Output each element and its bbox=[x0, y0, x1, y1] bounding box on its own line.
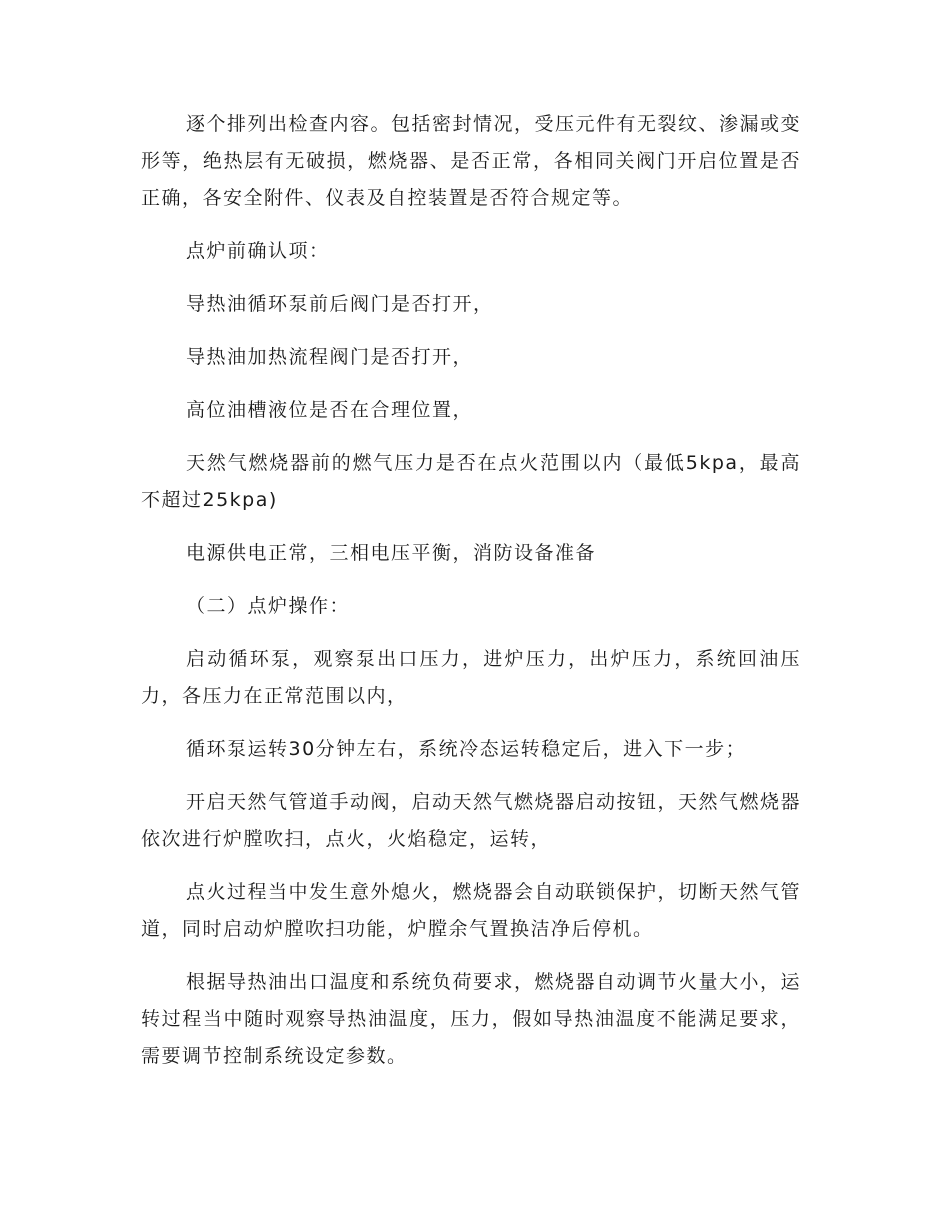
document-body bbox=[141, 106, 801, 1075]
paragraph-start-pump: 启动循环泵，观察泵出口压力，进炉压力，出炉压力，系统回油压力，各压力在正常范围以内， bbox=[141, 648, 801, 707]
paragraph-gas-pressure: 天然气燃烧器前的燃气压力是否在点火范围以内（最低5kpa，最高不超过25kpa) bbox=[141, 452, 801, 511]
paragraph-ignition-heading: （二）点炉操作： bbox=[186, 595, 351, 617]
paragraph-power-supply: 电源供电正常，三相电压平衡，消防设备准备 bbox=[186, 542, 597, 564]
paragraph-oil-tank-level: 高位油槽液位是否在合理位置， bbox=[186, 399, 474, 421]
paragraph-pump-valves: 导热油循环泵前后阀门是否打开， bbox=[186, 293, 494, 315]
paragraph-inspection-content: 逐个排列出检查内容。包括密封情况，受压元件有无裂纹、渗漏或变形等，绝热层有无破损，燃烧器、是否正常，各相同关阀门开启位置是否正确，各安全附件、仪表及自控装置是否符合规定等。 bbox=[141, 113, 802, 209]
paragraph-flameout-protection: 点火过程当中发生意外熄火，燃烧器会自动联锁保护，切断天然气管道，同时启动炉膛吹扫功能，炉膛余气置换洁净后停机。 bbox=[141, 881, 802, 940]
paragraph-open-gas-valve: 开启天然气管道手动阀，启动天然气燃烧器启动按钮，天然气燃烧器依次进行炉膛吹扫，点火，火焰稳定，运转， bbox=[141, 791, 802, 850]
paragraph-auto-adjust: 根据导热油出口温度和系统负荷要求，燃烧器自动调节火量大小，运转过程当中随时观察导热油温度，压力，假如导热油温度不能满足要求，需要调节控制系统设定参数。 bbox=[141, 971, 802, 1067]
paragraph-pump-run: 循环泵运转30分钟左右，系统冷态运转稳定后，进入下一步； bbox=[186, 738, 747, 760]
paragraph-pre-ignition-heading: 点炉前确认项： bbox=[186, 240, 330, 262]
paragraph-heating-valves: 导热油加热流程阀门是否打开， bbox=[186, 346, 474, 368]
